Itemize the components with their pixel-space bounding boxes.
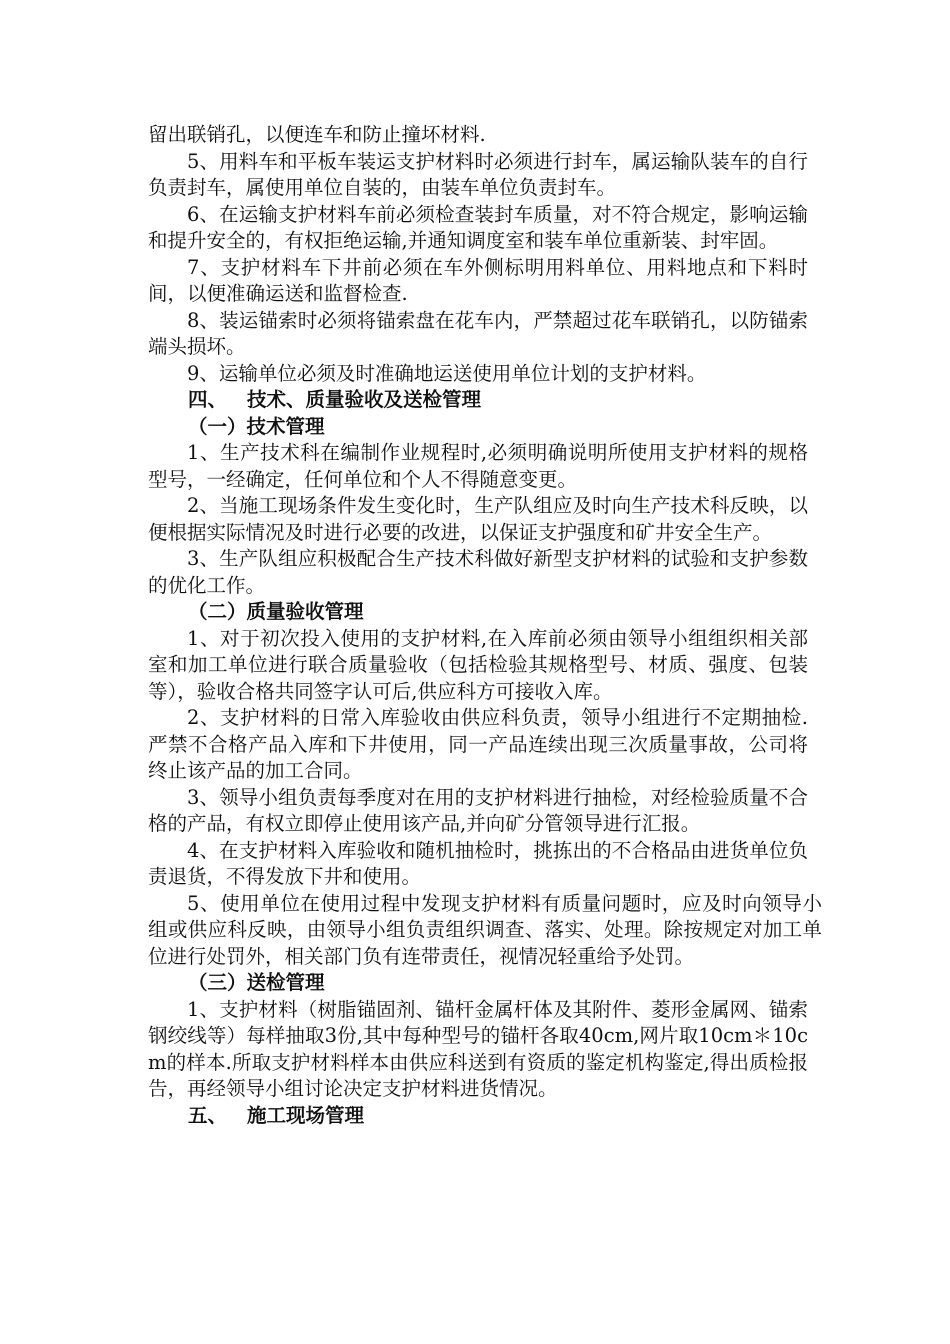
paragraph-continuation: 留出联销孔，以便连车和防止撞坏材料. <box>148 123 486 146</box>
section-5-heading <box>148 1103 808 1130</box>
paragraph-item-9: 9、运输单位必须及时准确地运送使用单位计划的支护材料。 <box>187 361 707 385</box>
quality-paragraph-3: 3、领导小组负责每季度对在用的支护材料进行抽检，对经检验质量不合格的产品，有权立即停止使用该产品,并向矿分管领导进行汇报。 <box>148 785 808 835</box>
tech-paragraph-1: 1、生产技术科在编制作业规程时,必须明确说明所使用支护材料的规格型号，一经确定，任何单位和个人不得随意变更。 <box>148 441 808 491</box>
tech-paragraph-3: 3、生产队组应积极配合生产技术科做好新型支护材料的试验和支护参数的优化工作。 <box>148 547 808 597</box>
quality-paragraph-2: 2、支护材料的日常入库验收由供应科负责，领导小组进行不定期抽检.严禁不合格产品入库和下井使用，同一产品连续出现三次质量事故，公司将终止该产品的加工合同。 <box>148 706 808 782</box>
subsection-3-heading: （三）送检管理 <box>188 971 325 994</box>
quality-paragraph-5: 5、使用单位在使用过程中发现支护材料有质量问题时，应及时向领导小组或供应科反映，由领导小组负责组织调查、落实、处理。除按规定对加工单位进行处罚外，相关部门负有连带责任，视情况轻重给予处罚。 <box>148 891 822 968</box>
paragraph-item-8: 8、装运锚索时必须将锚索盘在花车内，严禁超过花车联销孔，以防锚索端头损坏。 <box>148 308 808 358</box>
tech-paragraph-2: 2、当施工现场条件发生变化时，生产队组应及时向生产技术科反映，以便根据实际情况及时进行必要的改进，以保证支护强度和矿井安全生产。 <box>148 494 808 544</box>
subsection-2-heading: （二）质量验收管理 <box>188 600 364 623</box>
quality-paragraph-4: 4、在支护材料入库验收和随机抽检时，挑拣出的不合格品由进货单位负责退货，不得发放下井和使用。 <box>148 838 808 888</box>
section-4-number: 四、 <box>188 388 228 411</box>
section-5-title: 施工现场管理 <box>247 1103 365 1127</box>
paragraph-item-6: 6、在运输支护材料车前必须检查装封车质量，对不符合规定，影响运输和提升安全的，有权拒绝运输,并通知调度室和装车单位重新装、封牢固。 <box>148 202 808 252</box>
paragraph-item-5: 5、用料车和平板车装运支护材料时必须进行封车，属运输队装车的自行负责封车，属使用单位自装的，由装车单位负责封车。 <box>148 149 808 199</box>
quality-paragraph-1: 1、对于初次投入使用的支护材料,在入库前必须由领导小组组织相关部室和加工单位进行联合质量验收（包括检验其规格型号、材质、强度、包装等），验收合格共同签字认可后,供应科方可接收入库。 <box>148 626 808 703</box>
section-5-number: 五、 <box>188 1103 228 1127</box>
inspection-paragraph-1: 1、支护材料（树脂锚固剂、锚杆金属杆体及其附件、菱形金属网、锚索钢绞线等）每样抽取3份,其中每种型号的锚杆各取40cm,网片取10cm＊10cm的样本.所取支护材料样本由供应科送到有资质的鉴定机构鉴定,得出质检报告，再经领导小组讨论决定支护材料进货情况。 <box>148 997 808 1100</box>
section-4-heading <box>148 387 808 414</box>
section-4-title: 技术、质量验收及送检管理 <box>247 388 482 411</box>
document-page <box>148 122 822 1129</box>
subsection-1-heading: （一）技术管理 <box>188 414 325 438</box>
paragraph-item-7: 7、支护材料车下井前必须在车外侧标明用料单位、用料地点和下料时间，以便准确运送和监督检查. <box>148 255 808 305</box>
